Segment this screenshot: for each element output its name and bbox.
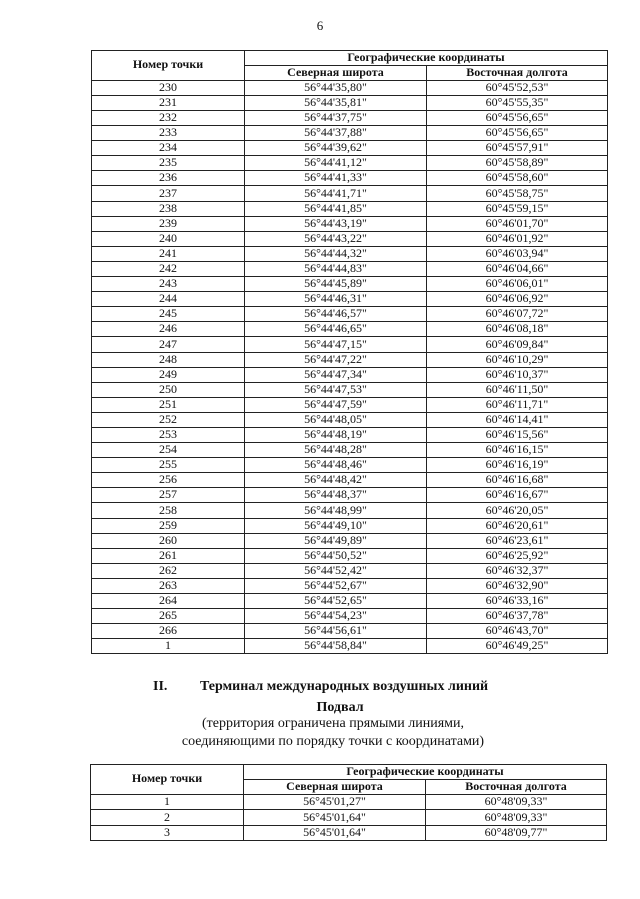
latitude-cell: 56°44'48,37" [245,488,427,503]
longitude-cell: 60°46'11,71" [427,397,608,412]
point-number-cell: 254 [92,443,245,458]
header-latitude: Северная широта [245,65,427,80]
latitude-cell: 56°45'01,27" [244,794,426,810]
table-row [92,126,608,141]
longitude-cell: 60°46'16,68" [427,473,608,488]
table-row [92,443,608,458]
table-row [92,382,608,397]
longitude-cell: 60°46'01,92" [427,231,608,246]
longitude-cell: 60°46'32,37" [427,563,608,578]
latitude-cell: 56°44'52,42" [245,563,427,578]
point-number-cell: 249 [92,367,245,382]
header-latitude: Северная широта [244,779,426,794]
point-number-cell: 235 [92,156,245,171]
point-number-cell: 1 [92,639,245,654]
longitude-cell: 60°45'59,15" [427,201,608,216]
latitude-cell: 56°44'56,61" [245,624,427,639]
longitude-cell: 60°48'09,77" [426,825,607,841]
point-number-cell: 238 [92,201,245,216]
point-number-cell: 258 [92,503,245,518]
longitude-cell: 60°46'20,05" [427,503,608,518]
latitude-cell: 56°44'46,65" [245,322,427,337]
latitude-cell: 56°44'47,22" [245,352,427,367]
table-row [92,277,608,292]
point-number-cell: 241 [92,246,245,261]
point-number-cell: 243 [92,277,245,292]
point-number-cell: 3 [91,825,244,841]
point-number-cell: 232 [92,111,245,126]
longitude-cell: 60°46'07,72" [427,307,608,322]
longitude-cell: 60°46'20,61" [427,518,608,533]
longitude-cell: 60°46'23,61" [427,533,608,548]
point-number-cell: 239 [92,216,245,231]
section-subtitle: Подвал [316,700,364,715]
point-number-cell: 255 [92,458,245,473]
latitude-cell: 56°44'44,32" [245,246,427,261]
latitude-cell: 56°44'48,28" [245,443,427,458]
point-number-cell: 260 [92,533,245,548]
table-row [92,503,608,518]
point-number-cell: 234 [92,141,245,156]
latitude-cell: 56°44'41,85" [245,201,427,216]
section-description-line-1: (территория ограничена прямыми линиями, [201,716,465,731]
table-row [92,201,608,216]
table-row [92,594,608,609]
point-number-cell: 248 [92,352,245,367]
table-row [92,518,608,533]
table-row [92,533,608,548]
point-number-cell: 251 [92,397,245,412]
point-number-cell: 2 [91,810,244,826]
latitude-cell: 56°44'37,88" [245,126,427,141]
latitude-cell: 56°44'46,31" [245,292,427,307]
latitude-cell: 56°44'41,33" [245,171,427,186]
latitude-cell: 56°44'46,57" [245,307,427,322]
point-number-cell: 246 [92,322,245,337]
section-number: II. [153,679,168,694]
header-geo-coords: Географические координаты [244,765,607,780]
table-row [92,307,608,322]
section-title: Терминал международных воздушных линий [200,679,489,694]
longitude-cell: 60°46'49,25" [427,639,608,654]
latitude-cell: 56°44'43,22" [245,231,427,246]
latitude-cell: 56°44'52,65" [245,594,427,609]
header-point-number: Номер точки [91,765,244,795]
point-number-cell: 253 [92,427,245,442]
table-row [92,578,608,593]
table-row [92,458,608,473]
table-row [92,261,608,276]
longitude-cell: 60°46'33,16" [427,594,608,609]
table-row [92,156,608,171]
point-number-cell: 263 [92,578,245,593]
latitude-cell: 56°44'48,99" [245,503,427,518]
longitude-cell: 60°45'52,53" [427,80,608,95]
longitude-cell: 60°48'09,33" [426,794,607,810]
point-number-cell: 252 [92,412,245,427]
table-row [91,810,607,826]
longitude-cell: 60°46'32,90" [427,578,608,593]
latitude-cell: 56°44'39,62" [245,141,427,156]
longitude-cell: 60°46'09,84" [427,337,608,352]
table-row [92,216,608,231]
longitude-cell: 60°46'04,66" [427,261,608,276]
latitude-cell: 56°44'49,89" [245,533,427,548]
table-row [92,488,608,503]
point-number-cell: 256 [92,473,245,488]
point-number-cell: 259 [92,518,245,533]
table-row [92,231,608,246]
table-row [92,563,608,578]
point-number-cell: 240 [92,231,245,246]
table-row [92,639,608,654]
coordinates-table-1 [91,50,608,654]
header-point-number: Номер точки [92,51,245,81]
latitude-cell: 56°44'35,80" [245,80,427,95]
point-number-cell: 242 [92,261,245,276]
point-number-cell: 266 [92,624,245,639]
longitude-cell: 60°45'58,75" [427,186,608,201]
point-number-cell: 247 [92,337,245,352]
latitude-cell: 56°44'58,84" [245,639,427,654]
header-longitude: Восточная долгота [427,65,608,80]
latitude-cell: 56°44'37,75" [245,111,427,126]
latitude-cell: 56°44'45,89" [245,277,427,292]
table-row [92,367,608,382]
latitude-cell: 56°44'44,83" [245,261,427,276]
table-row [92,397,608,412]
header-geo-coords: Географические координаты [245,51,608,66]
longitude-cell: 60°48'09,33" [426,810,607,826]
longitude-cell: 60°45'58,60" [427,171,608,186]
longitude-cell: 60°46'10,37" [427,367,608,382]
longitude-cell: 60°46'01,70" [427,216,608,231]
latitude-cell: 56°44'54,23" [245,609,427,624]
longitude-cell: 60°46'16,19" [427,458,608,473]
table-row [92,322,608,337]
point-number-cell: 262 [92,563,245,578]
table-row [91,794,607,810]
latitude-cell: 56°44'41,71" [245,186,427,201]
point-number-cell: 245 [92,307,245,322]
latitude-cell: 56°44'47,59" [245,397,427,412]
table-row [92,141,608,156]
longitude-cell: 60°45'58,89" [427,156,608,171]
longitude-cell: 60°46'15,56" [427,427,608,442]
longitude-cell: 60°46'37,78" [427,609,608,624]
latitude-cell: 56°44'47,53" [245,382,427,397]
latitude-cell: 56°44'47,15" [245,337,427,352]
longitude-cell: 60°45'55,35" [427,95,608,110]
table-row [92,473,608,488]
latitude-cell: 56°44'48,19" [245,427,427,442]
latitude-cell: 56°44'48,46" [245,458,427,473]
table-row [92,246,608,261]
longitude-cell: 60°46'25,92" [427,548,608,563]
table-row [92,171,608,186]
point-number-cell: 250 [92,382,245,397]
point-number-cell: 231 [92,95,245,110]
table-row [92,292,608,307]
point-number-cell: 237 [92,186,245,201]
latitude-cell: 56°44'49,10" [245,518,427,533]
longitude-cell: 60°45'57,91" [427,141,608,156]
table-row [92,427,608,442]
point-number-cell: 1 [91,794,244,810]
longitude-cell: 60°46'06,01" [427,277,608,292]
latitude-cell: 56°44'43,19" [245,216,427,231]
latitude-cell: 56°44'48,05" [245,412,427,427]
table-row [91,825,607,841]
longitude-cell: 60°45'56,65" [427,126,608,141]
longitude-cell: 60°46'16,67" [427,488,608,503]
point-number-cell: 236 [92,171,245,186]
longitude-cell: 60°46'43,70" [427,624,608,639]
table-row [92,548,608,563]
table-row [92,95,608,110]
table-row [92,80,608,95]
longitude-cell: 60°46'03,94" [427,246,608,261]
point-number-cell: 261 [92,548,245,563]
point-number-cell: 244 [92,292,245,307]
point-number-cell: 257 [92,488,245,503]
section-description-line-2: соединяющими по порядку точки с координатами) [181,734,485,749]
latitude-cell: 56°44'47,34" [245,367,427,382]
page-number: 6 [316,18,324,33]
point-number-cell: 264 [92,594,245,609]
table-row [92,186,608,201]
longitude-cell: 60°46'08,18" [427,322,608,337]
longitude-cell: 60°46'11,50" [427,382,608,397]
table-row [92,352,608,367]
latitude-cell: 56°45'01,64" [244,810,426,826]
header-longitude: Восточная долгота [426,779,607,794]
longitude-cell: 60°46'10,29" [427,352,608,367]
latitude-cell: 56°44'41,12" [245,156,427,171]
latitude-cell: 56°44'52,67" [245,578,427,593]
latitude-cell: 56°45'01,64" [244,825,426,841]
longitude-cell: 60°46'06,92" [427,292,608,307]
latitude-cell: 56°44'50,52" [245,548,427,563]
point-number-cell: 233 [92,126,245,141]
longitude-cell: 60°45'56,65" [427,111,608,126]
table-row [92,337,608,352]
point-number-cell: 265 [92,609,245,624]
coordinates-table-2 [90,764,607,841]
latitude-cell: 56°44'35,81" [245,95,427,110]
table-row [92,609,608,624]
table-row [92,412,608,427]
table-row [92,624,608,639]
longitude-cell: 60°46'14,41" [427,412,608,427]
longitude-cell: 60°46'16,15" [427,443,608,458]
table-row [92,111,608,126]
point-number-cell: 230 [92,80,245,95]
latitude-cell: 56°44'48,42" [245,473,427,488]
